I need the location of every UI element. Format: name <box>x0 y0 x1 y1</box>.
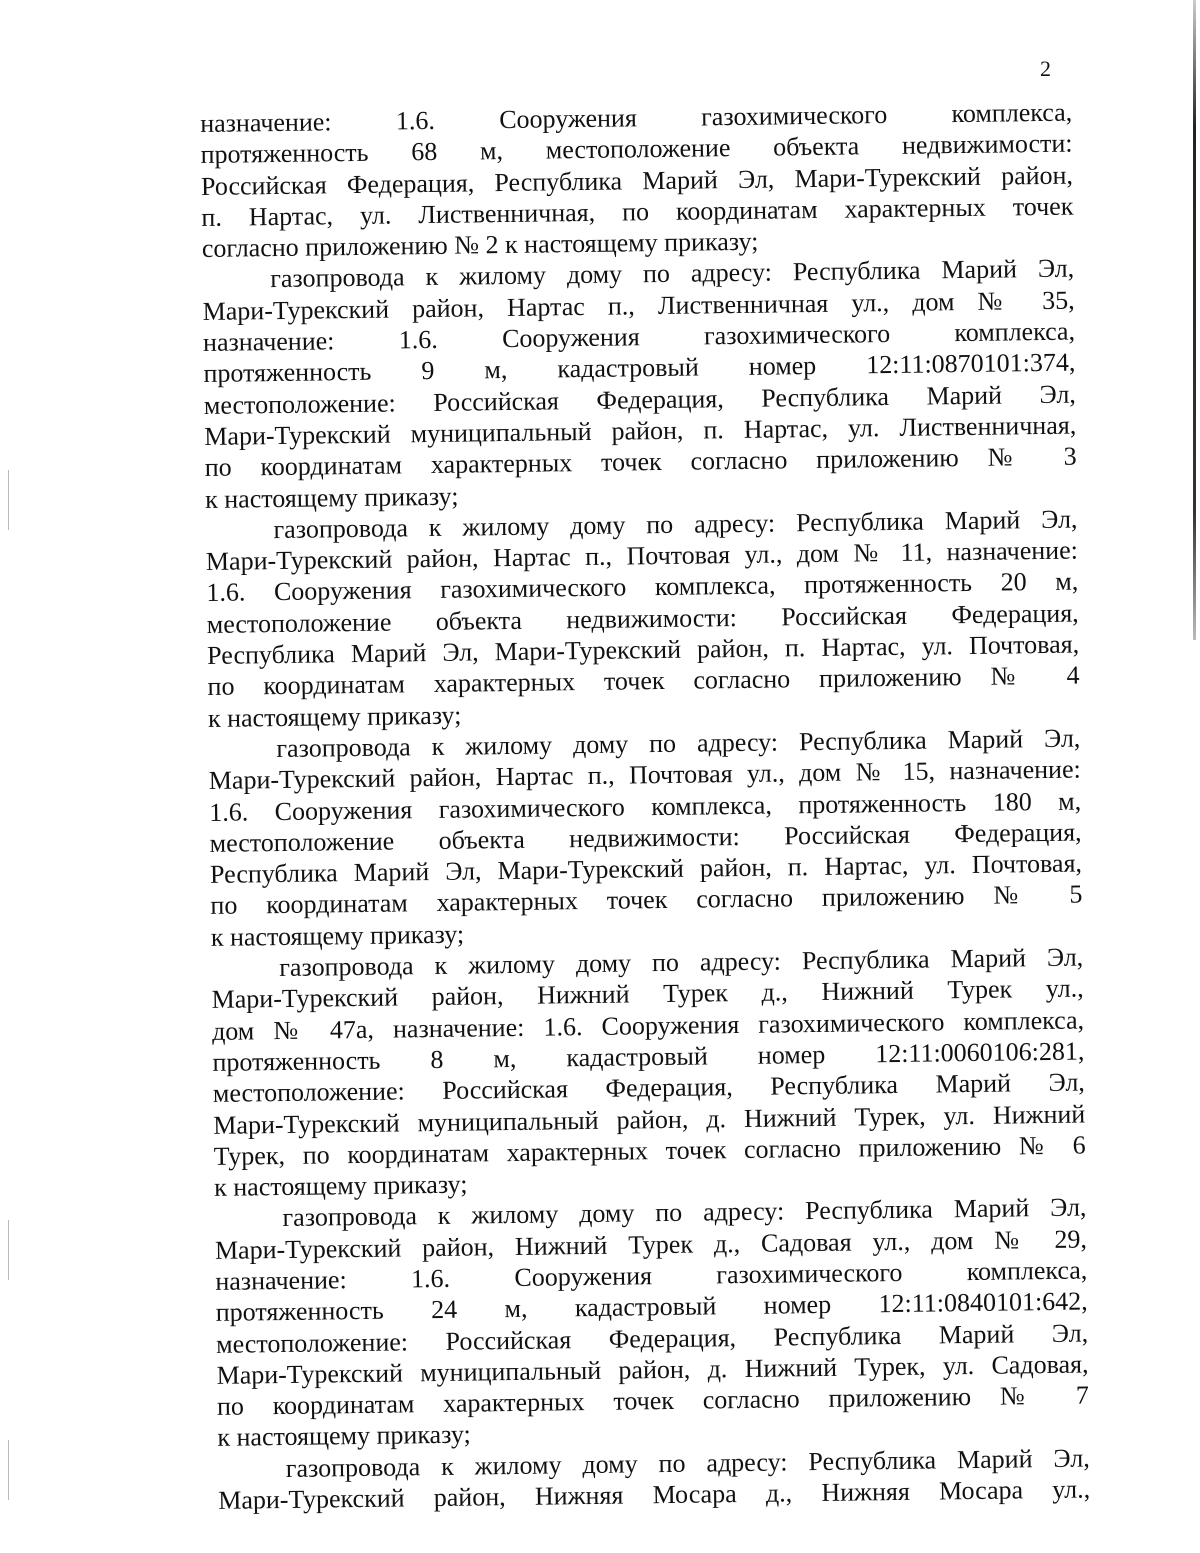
scan-edge-mark <box>8 1220 9 1280</box>
text-line: по координатам характерных точек согласно приложению № 7 <box>216 1380 1090 1422</box>
paragraph-first-line: газопровода к жилому дому по адресу: Республика Марий Эл, <box>285 1443 1090 1483</box>
text-line: местоположение объекта недвижимости: Российская Федерация, <box>209 817 1082 858</box>
text-line: Мари-Турекский район, Нартас п., Почтовая ул., дом № 11, назначение: <box>205 535 1079 577</box>
text-line: к настоящему приказу; <box>217 1420 471 1453</box>
paragraph-first-line: газопровода к жилому дому по адресу: Республика Марий Эл, <box>282 1192 1087 1233</box>
text-line: назначение: 1.6. Сооружения газохимического комплекса, <box>200 97 1073 138</box>
text-line: п. Нартас, ул. Лиственничная, по координатам характерных точек <box>201 191 1074 232</box>
text-line: к настоящему приказу; <box>210 919 465 952</box>
text-line: к настоящему приказу; <box>207 700 462 733</box>
paragraph-first-line: газопровода к жилому дому по адресу: Республика Марий Эл, <box>270 254 1075 294</box>
scan-edge-shadow <box>1193 0 1196 640</box>
text-line: назначение: 1.6. Сооружения газохимического комплекса, <box>202 316 1076 358</box>
text-line: Республика Марий Эл, Мари-Турекский район, п. Нартас, ул. Почтовая, <box>209 848 1083 890</box>
text-line: протяженность 9 м, кадастровый номер 12:11:0870101:374, <box>203 347 1076 389</box>
scan-edge-mark <box>8 1440 9 1500</box>
text-line: протяженность 24 м, кадастровый номер 12:11:0840101:642, <box>215 1286 1088 1328</box>
text-line: Турек, по координатам характерных точек согласно приложению № 6 <box>213 1130 1086 1171</box>
text-line: Мари-Турекский район, Нижний Турек д., Садовая ул., дом № 29, <box>214 1224 1088 1265</box>
scan-edge-mark <box>8 470 9 530</box>
paragraph-first-line: газопровода к жилому дому по адресу: Республика Марий Эл, <box>276 723 1081 763</box>
text-line: по координатам характерных точек согласно приложению № 4 <box>207 660 1080 702</box>
text-line: Мари-Турекский район, Нартас п., Лиственничная ул., дом № 35, <box>202 285 1075 326</box>
text-line: Мари-Турекский муниципальный район, д. Нижний Турек, ул. Нижний <box>213 1099 1086 1140</box>
text-line: 1.6. Сооружения газохимического комплекса, протяженность 20 м, <box>206 566 1079 608</box>
text-line: местоположение: Российская Федерация, Республика Марий Эл, <box>212 1067 1086 1109</box>
text-line: местоположение: Российская Федерация, Республика Марий Эл, <box>203 379 1077 420</box>
text-line: протяженность 8 м, кадастровый номер 12:11:0060106:281, <box>212 1036 1085 1077</box>
text-line: Мари-Турекский район, Нартас п., Почтовая ул., дом № 15, назначение: <box>208 754 1081 796</box>
text-line: 1.6. Сооружения газохимического комплекса, протяженность 180 м, <box>209 786 1082 827</box>
paragraph-first-line: газопровода к жилому дому по адресу: Республика Марий Эл, <box>273 504 1078 544</box>
text-line: назначение: 1.6. Сооружения газохимического комплекса, <box>215 1255 1088 1296</box>
text-line: согласно приложению № 2 к настоящему приказу; <box>201 226 759 264</box>
text-line: к настоящему приказу; <box>213 1169 468 1202</box>
document-body <box>200 97 1090 1517</box>
text-line: по координатам характерных точек согласно приложению № 3 <box>204 441 1077 483</box>
text-line: Мари-Турекский район, Нижний Турек д., Нижний Турек ул., <box>211 973 1084 1015</box>
text-line: Российская Федерация, Республика Марий Эл, Мари-Турекский район, <box>200 160 1074 201</box>
text-line: местоположение объекта недвижимости: Российская Федерация, <box>206 598 1079 639</box>
text-line: Мари-Турекский муниципальный район, п. Нартас, ул. Лиственничная, <box>204 410 1077 451</box>
paragraph-first-line: газопровода к жилому дому по адресу: Республика Марий Эл, <box>279 942 1084 983</box>
text-line: Мари-Турекский район, Нижняя Мосара д., Нижняя Мосара ул., <box>218 1474 1091 1515</box>
text-line: дом № 47а, назначение: 1.6. Сооружения газохимического комплекса, <box>211 1005 1085 1046</box>
text-line: к настоящему приказу; <box>204 481 459 514</box>
text-line: Республика Марий Эл, Мари-Турекский район, п. Нартас, ул. Почтовая, <box>206 629 1080 670</box>
text-line: протяженность 68 м, местоположение объекта недвижимости: <box>200 128 1073 170</box>
text-line: местоположение: Российская Федерация, Республика Марий Эл, <box>215 1318 1089 1359</box>
text-line: по координатам характерных точек согласно приложению № 5 <box>210 879 1083 921</box>
page-number: 2 <box>1040 56 1051 81</box>
text-line: Мари-Турекский муниципальный район, д. Нижний Турек, ул. Садовая, <box>216 1349 1089 1390</box>
